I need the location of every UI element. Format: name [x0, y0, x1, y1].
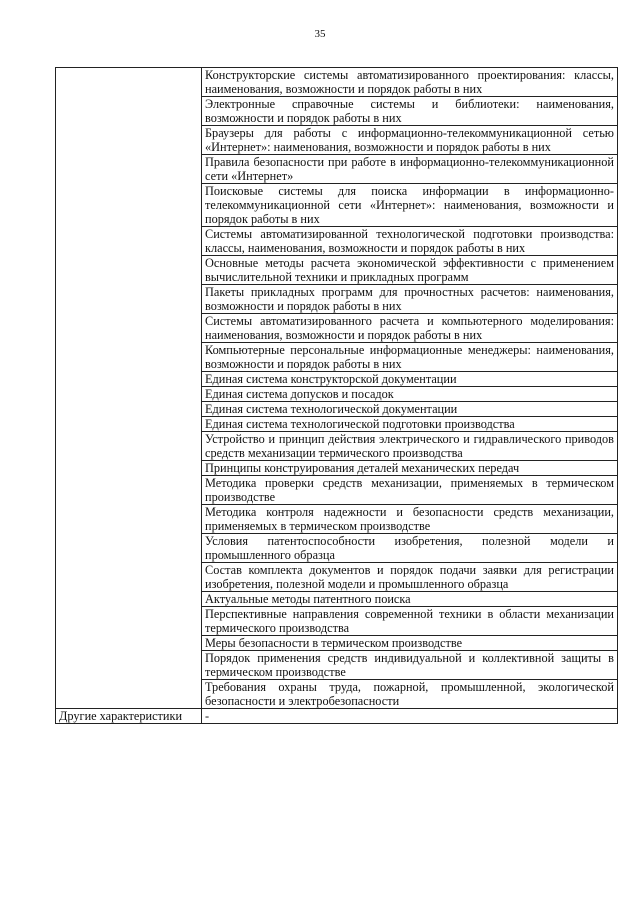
knowledge-item: Правила безопасности при работе в информационно-телекоммуникационной сети «Интернет» — [202, 155, 618, 184]
knowledge-item: Пакеты прикладных программ для прочностных расчетов: наименования, возможности и порядок работы в них — [202, 285, 618, 314]
knowledge-item: Электронные справочные системы и библиотеки: наименования, возможности и порядок работы в них — [202, 97, 618, 126]
knowledge-item: Принципы конструирования деталей механических передач — [202, 461, 618, 476]
knowledge-item: Основные методы расчета экономической эффективности с применением вычислительной техники и прикладных программ — [202, 256, 618, 285]
knowledge-table — [55, 67, 618, 724]
knowledge-item: Единая система технологической документации — [202, 402, 618, 417]
other-characteristics-label: Другие характеристики — [56, 709, 202, 724]
knowledge-item: Единая система технологической подготовки производства — [202, 417, 618, 432]
knowledge-item: Методика контроля надежности и безопасности средств механизации, применяемых в термическом производстве — [202, 505, 618, 534]
knowledge-item: Требования охраны труда, пожарной, промышленной, экологической безопасности и электробезопасности — [202, 680, 618, 709]
knowledge-item: Перспективные направления современной техники в области механизации термического производства — [202, 607, 618, 636]
knowledge-item: Состав комплекта документов и порядок подачи заявки для регистрации изобретения, полезной модели и промышленного образца — [202, 563, 618, 592]
knowledge-item: Меры безопасности в термическом производстве — [202, 636, 618, 651]
page-number: 35 — [314, 28, 326, 40]
knowledge-item: Поисковые системы для поиска информации в информационно-телекоммуникационной сети «Интернет»: наименования, возможности и порядок работы в них — [202, 184, 618, 227]
other-characteristics-value: - — [202, 709, 618, 724]
knowledge-item: Методика проверки средств механизации, применяемых в термическом производстве — [202, 476, 618, 505]
section-label-cell — [56, 68, 202, 709]
knowledge-item: Конструкторские системы автоматизированного проектирования: классы, наименования, возможности и порядок работы в них — [202, 68, 618, 97]
knowledge-item: Компьютерные персональные информационные менеджеры: наименования, возможности и порядок работы в них — [202, 343, 618, 372]
knowledge-item: Браузеры для работы с информационно-телекоммуникационной сетью «Интернет»: наименования, возможности и порядок работы в них — [202, 126, 618, 155]
knowledge-item: Единая система конструкторской документации — [202, 372, 618, 387]
knowledge-item: Условия патентоспособности изобретения, полезной модели и промышленного образца — [202, 534, 618, 563]
table-row — [56, 709, 618, 724]
table-row — [56, 68, 618, 97]
knowledge-item: Единая система допусков и посадок — [202, 387, 618, 402]
knowledge-item: Системы автоматизированной технологической подготовки производства: классы, наименования, возможности и порядок работы в них — [202, 227, 618, 256]
knowledge-item: Актуальные методы патентного поиска — [202, 592, 618, 607]
knowledge-item: Системы автоматизированного расчета и компьютерного моделирования: наименования, возможности и порядок работы в них — [202, 314, 618, 343]
knowledge-item: Устройство и принцип действия электрического и гидравлического приводов средств механизации термического производства — [202, 432, 618, 461]
knowledge-item: Порядок применения средств индивидуальной и коллективной защиты в термическом производстве — [202, 651, 618, 680]
